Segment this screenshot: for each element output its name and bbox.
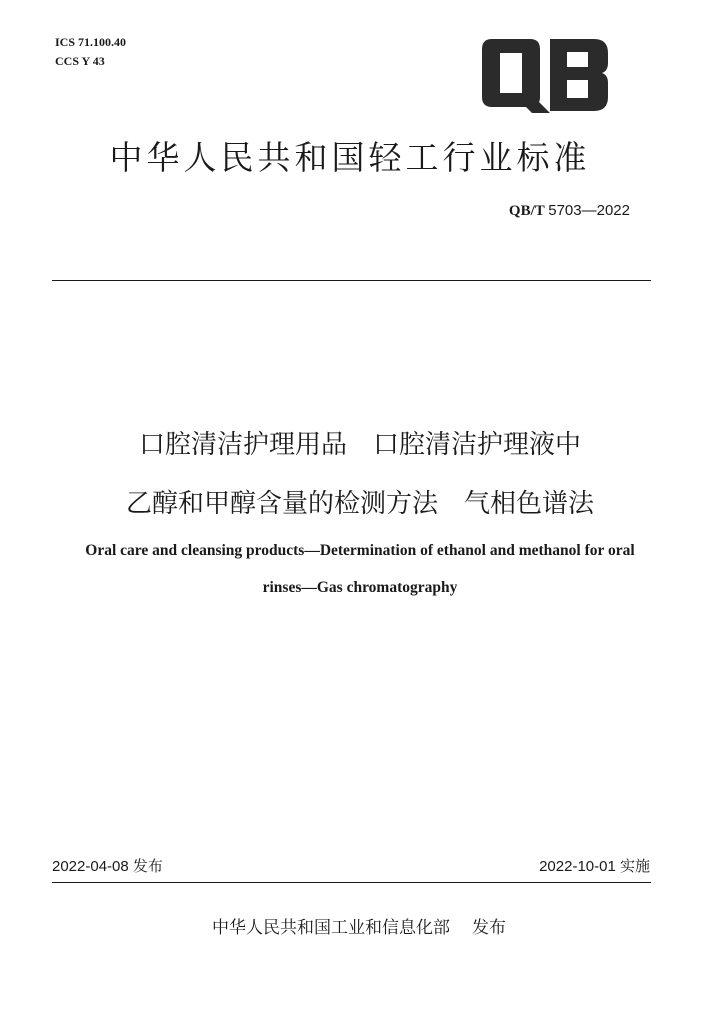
- ccs-code: CCS Y 43: [55, 54, 105, 68]
- standard-number: [509, 201, 630, 221]
- publisher-name: 中华人民共和国工业和信息化部: [212, 918, 450, 938]
- chinese-title-line-2: 乙醇和甲醇含量的检测方法 气相色谱法: [125, 489, 594, 519]
- standard-number-value: 5703—2022: [548, 202, 630, 219]
- english-title-line-1: Oral care and cleansing products—Determination of ethanol and methanol for oral: [85, 542, 635, 559]
- industry-standard-title: 中华人民共和国轻工行业标准: [109, 138, 591, 177]
- chinese-title-line-1: 口腔清洁护理用品 口腔清洁护理液中: [138, 430, 581, 460]
- english-title-line-2: rinses—Gas chromatography: [262, 579, 458, 596]
- implementation-date: 2022-10-01 实施: [539, 858, 650, 875]
- qb-logo: [478, 35, 612, 117]
- issue-date: 2022-04-08 发布: [52, 858, 163, 875]
- header-divider: [52, 280, 651, 281]
- ics-code: ICS 71.100.40: [55, 35, 127, 49]
- footer-divider: [52, 882, 651, 883]
- publisher-line: [0, 916, 718, 940]
- standard-prefix: QB/T: [508, 203, 545, 219]
- publish-action: 发布: [472, 918, 506, 938]
